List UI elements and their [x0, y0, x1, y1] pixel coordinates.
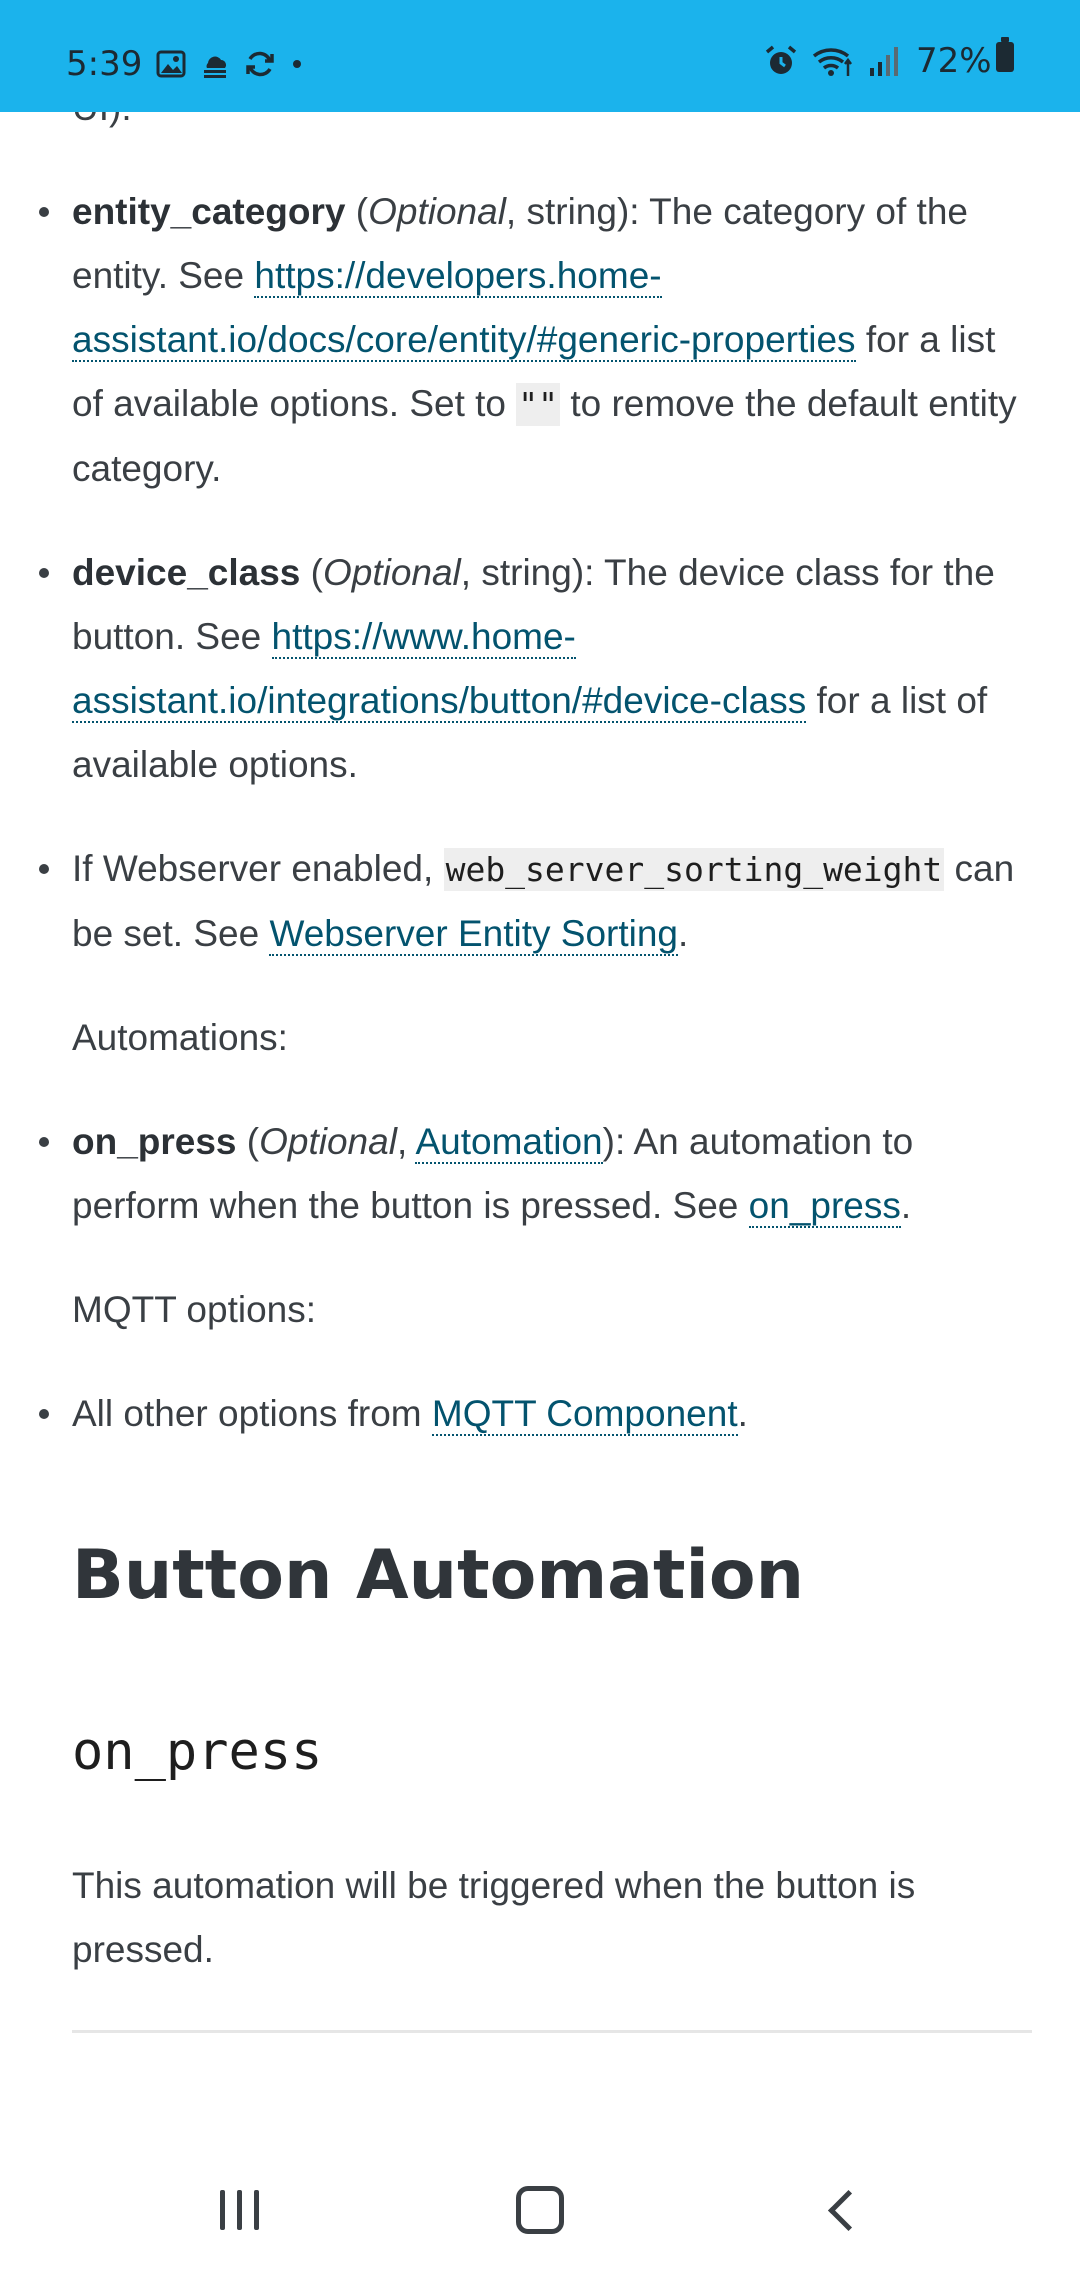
home-button[interactable] [480, 2170, 600, 2250]
automation-link[interactable]: Automation [415, 1121, 603, 1162]
empty-string-code: "" [518, 385, 559, 424]
status-bar [0, 0, 1080, 112]
list-item-entity-category: entity_category (Optional, string): The category of the entity. See https://developers.home-assistant.io/docs/core/entity/#generic-properties for a list of available options. Set to "" to remove the default entity category. [72, 180, 1032, 501]
automations-label: Automations: [72, 1017, 288, 1058]
wifi-icon [812, 44, 854, 78]
on-press-link[interactable]: on_press [748, 1185, 901, 1226]
dot-icon [290, 57, 304, 71]
sorting-weight-code: web_server_sorting_weight [445, 850, 943, 889]
back-icon [827, 2189, 868, 2230]
optional-tag: Optional [259, 1121, 397, 1162]
list-item-on-press: on_press (Optional, Automation): An automation to perform when the button is pressed. See on_press. [72, 1110, 1032, 1238]
signal-icon [868, 44, 902, 78]
optional-tag: Optional [322, 552, 461, 593]
sync-icon [244, 48, 276, 80]
webserver-sorting-link[interactable]: Webserver Entity Sorting [269, 913, 679, 954]
navigation-bar [0, 2140, 1080, 2280]
status-right [764, 41, 992, 81]
gallery-icon [156, 49, 186, 79]
recent-apps-icon [220, 2190, 259, 2230]
battery-percent: 72% [916, 41, 992, 81]
doc-content[interactable] [0, 112, 1080, 2140]
alarm-icon [764, 44, 798, 78]
list-item-webserver: If Webserver enabled, web_server_sorting_weight can be set. See Webserver Entity Sorting. [72, 837, 1032, 966]
clock: 5:39 [66, 44, 143, 84]
home-icon [516, 2186, 564, 2234]
entity-properties-link[interactable]: https://developers.home-assistant.io/docs/core/entity/#generic-properties [72, 255, 856, 360]
cloud-icon [200, 49, 230, 79]
option-name: entity_category [72, 191, 346, 232]
mqtt-options-label: MQTT options: [72, 1289, 317, 1330]
battery-indicator [916, 41, 1014, 81]
subsection-heading: on_press [72, 1722, 323, 1782]
device-class-link[interactable]: https://www.home-assistant.io/integrations/button/#device-class [72, 616, 807, 721]
option-name: device_class [72, 552, 301, 593]
recent-apps-button[interactable] [179, 2170, 299, 2250]
list-item-device-class: device_class (Optional, string): The device class for the button. See https://www.home-assistant.io/integrations/button/#device-class for a list of available options. [72, 541, 1032, 797]
option-name: on_press [72, 1121, 237, 1162]
divider [72, 2030, 1032, 2033]
back-button[interactable] [782, 2170, 902, 2250]
section-heading: Button Automation [72, 1536, 804, 1615]
list-item-mqtt: All other options from MQTT Component. [72, 1382, 1032, 1446]
mqtt-component-link[interactable]: MQTT Component [431, 1393, 738, 1434]
status-left [66, 44, 304, 84]
description-text: This automation will be triggered when the button is pressed. [72, 1865, 916, 1970]
optional-tag: Optional [368, 191, 506, 232]
battery-icon [996, 42, 1014, 72]
